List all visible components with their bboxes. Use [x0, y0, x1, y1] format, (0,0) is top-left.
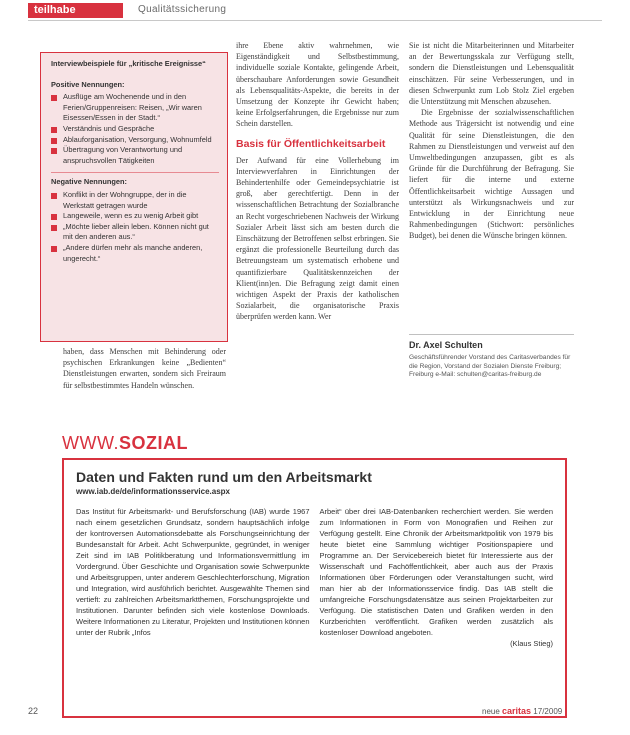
negative-list — [51, 190, 219, 264]
column-2-paragraph-1: ihre Ebene aktiv wahrnehmen, wie Eigenständigkeit und Selbstbestimmung, individuelle soziale Kontakte, gelingende Arbeit, überschaubare Anforderungen sowie Gesundheit als Lebensqualitäts-Aspekte, die bereits in der Umsetzung der Konzepte ihr Gewicht haben; keine Erfolgserfahrungen, die Ergebnisse nur zum Schein darstellen. — [236, 41, 399, 129]
info-title: Daten und Fakten rund um den Arbeitsmarkt — [76, 469, 372, 485]
www-prefix: WWW. — [62, 433, 119, 453]
list-item: Ausflüge am Wochenende und in den Ferien/Gruppenreisen: Reisen, „Wir waren Eisessen/Essen in der Stadt.“ — [51, 92, 219, 124]
info-signature: (Klaus Stieg) — [510, 639, 553, 648]
author-box — [409, 334, 574, 380]
subheading: Basis für Öffentlichkeitsarbeit — [236, 137, 386, 150]
arbeitsmarkt-info-box — [62, 458, 567, 718]
mag-issue: 17/2009 — [533, 707, 563, 716]
column-3 — [409, 40, 574, 242]
info-columns — [76, 506, 553, 649]
header-divider — [28, 20, 602, 21]
list-item: „Andere dürfen mehr als manche anderen, ungerecht.“ — [51, 243, 219, 264]
list-item: Konflikt in der Wohngruppe, der in die Werkstatt getragen wurde — [51, 190, 219, 211]
column-3-paragraph-2: Die Ergebnisse der sozialwissenschaftlichen Methode aus Trägersicht ist notwendig und eine Qualität für seine Dienstleistungen, die den Rahmen zu Dienstleistungen und verweist auf den Umweltbedingungen anzupassen, gibt es als Gründe für die Durchführung der Befragung. Sie liefert für die interne und externe Öffentlichkeitsarbeit wichtige Aussagen und unterstützt als Wirkungsnachweis und zur Entwicklung in der Einrichtung neue Rahmenbedingungen (Stichwort: persönliches Budget), bei denen die Wünsche bringen können. — [409, 108, 574, 241]
mag-prefix: neue — [482, 707, 500, 716]
www-sozial-label — [62, 433, 188, 454]
author-name: Dr. Axel Schulten — [409, 334, 574, 351]
info-column-left: Das Institut für Arbeitsmarkt- und Berufsforschung (IAB) wurde 1967 nach einem gesetzlichen Grundsatz, sondern hauptsächlich infolge der kontroversen Automationsdebatte als Forschungseinrichtung der Bundesanstalt für Arbeit. Acht Schwerpunkte, gegründet, in weniger Zeit sind im IAB Politikberatung und Informationsvermittlung im Vordergrund. Über Geschichte und Organisation sowie Schwerpunkte und Arbeitsgruppen, unter anderem Geschlechterforschung, Migration und Integration, wird ausführlich berichtet. Ausgewählte Themen sind vertieft: zu zahlreichen Arbeitsmarktthemen, Forschungsprojekte und Institutionen. Darunter befinden sich viele kostenlose Downloads. Weitere Informationen zu Literatur, Projekten und Institutionen können unter der Rubrik „Infos — [76, 507, 310, 637]
interview-examples-box — [40, 52, 228, 342]
list-item: Verständnis und Gespräche — [51, 124, 219, 135]
magazine-footer — [482, 706, 562, 716]
list-item: „Möchte lieber allein leben. Können nicht gut mit den anderen aus.“ — [51, 222, 219, 243]
column-3-paragraph-1: Sie ist nicht die Mitarbeiterinnen und Mitarbeiter an der Bewertungsskala zur Verfügung stellt, sondern die Dienstleistungen und Lebensqualität einschätzen. Für seine Verbesserungen, und in diesen Schwerpunkt zum Lob Stolz Ziel ergeben die Unterstützung mit Menschen abzusehen. — [409, 41, 574, 107]
box-title: Interviewbeispiele für „kritische Ereignisse“ — [51, 59, 206, 68]
box-divider — [51, 172, 219, 173]
section-tag: teilhabe — [28, 3, 123, 18]
list-item: Übertragung von Verantwortung und anspruchsvollen Tätigkeiten — [51, 145, 219, 166]
column-2-paragraph-2: Der Aufwand für eine Vollerhebung im Interviewverfahren in Einrichtungen der Behindertenhilfe oder Gemeindepsychiatrie ist groß, aber gerechtfertigt. Denn in der wissenschaftlichen Betrachtung der Sozialbranche an Recht vorgeschriebenen Nachweis der Wirkung Sozialer Arbeit lässt sich am besten durch die Einschätzung der Betroffenen selbst erbringen. Sie ergänzt die professionelle Beurteilung durch das Betreuungsteam um systematisch erhobene und quantifizierbare Qualitätskennzeichen der Klient(inn)en. Die Befragung zeigt damit einen wichtigen Aspekt der Praxis der katholischen Sozialarbeit, die organisatorische Praxis überprüfen werden kann. Wer — [236, 155, 399, 322]
info-column-right — [320, 506, 554, 649]
column-1-text: haben, dass Menschen mit Behinderung oder psychischen Erkrankungen keine „Bedienten“ Dienstleistungen erwarten, sondern sich Freiraum für selbstbestimmtes Handeln wünschen. — [63, 347, 226, 390]
mag-name: caritas — [502, 706, 532, 716]
positive-heading: Positive Nennungen: — [51, 79, 125, 89]
info-url[interactable]: www.iab.de/de/informationsservice.aspx — [76, 487, 230, 496]
column-2 — [236, 40, 399, 323]
positive-list — [51, 92, 219, 166]
page-number: 22 — [28, 706, 39, 716]
negative-heading: Negative Nennungen: — [51, 177, 127, 187]
list-item: Langeweile, wenn es zu wenig Arbeit gibt — [51, 211, 219, 222]
author-bio: Geschäftsführender Vorstand des Caritasverbandes für die Region, Vorstand der Sozialen Dienste Freiburg; Freiburg e-Mail: schulten@caritas-freiburg.de — [409, 354, 571, 379]
www-word: SOZIAL — [118, 433, 188, 453]
section-title: Qualitätssicherung — [138, 4, 227, 15]
info-right-text: Arbeit“ über drei IAB-Datenbanken recherchiert werden. Sie werden zum Informationen in Form von Monografien und Reihen zur Verfügung gestellt. Eine Chronik der Arbeitsmarktpolitik von 1979 bis heute bietet eine Sammlung wichtiger Positionspapiere und Programme an. Der Servicebereich bietet für Interessierte aus der Wissenschaft und Fachöffentlichkeit, aber auch aus der Praxis Informationen über Förderungen oder Veranstaltungen sucht, wird man hier ab der Informationsservice findig. Das IAB stellt die umfangreiche Forschungsdatensätze aus seinen Projektarbeiten zur Verfügung. Die statistischen Daten und Grafiken werden in den Kurzberichten veröffentlicht. Grafiken werden zusätzlich als kostenloser Download angeboten. — [319, 507, 553, 637]
list-item: Ablauforganisation, Versorgung, Wohnumfeld — [51, 135, 219, 146]
